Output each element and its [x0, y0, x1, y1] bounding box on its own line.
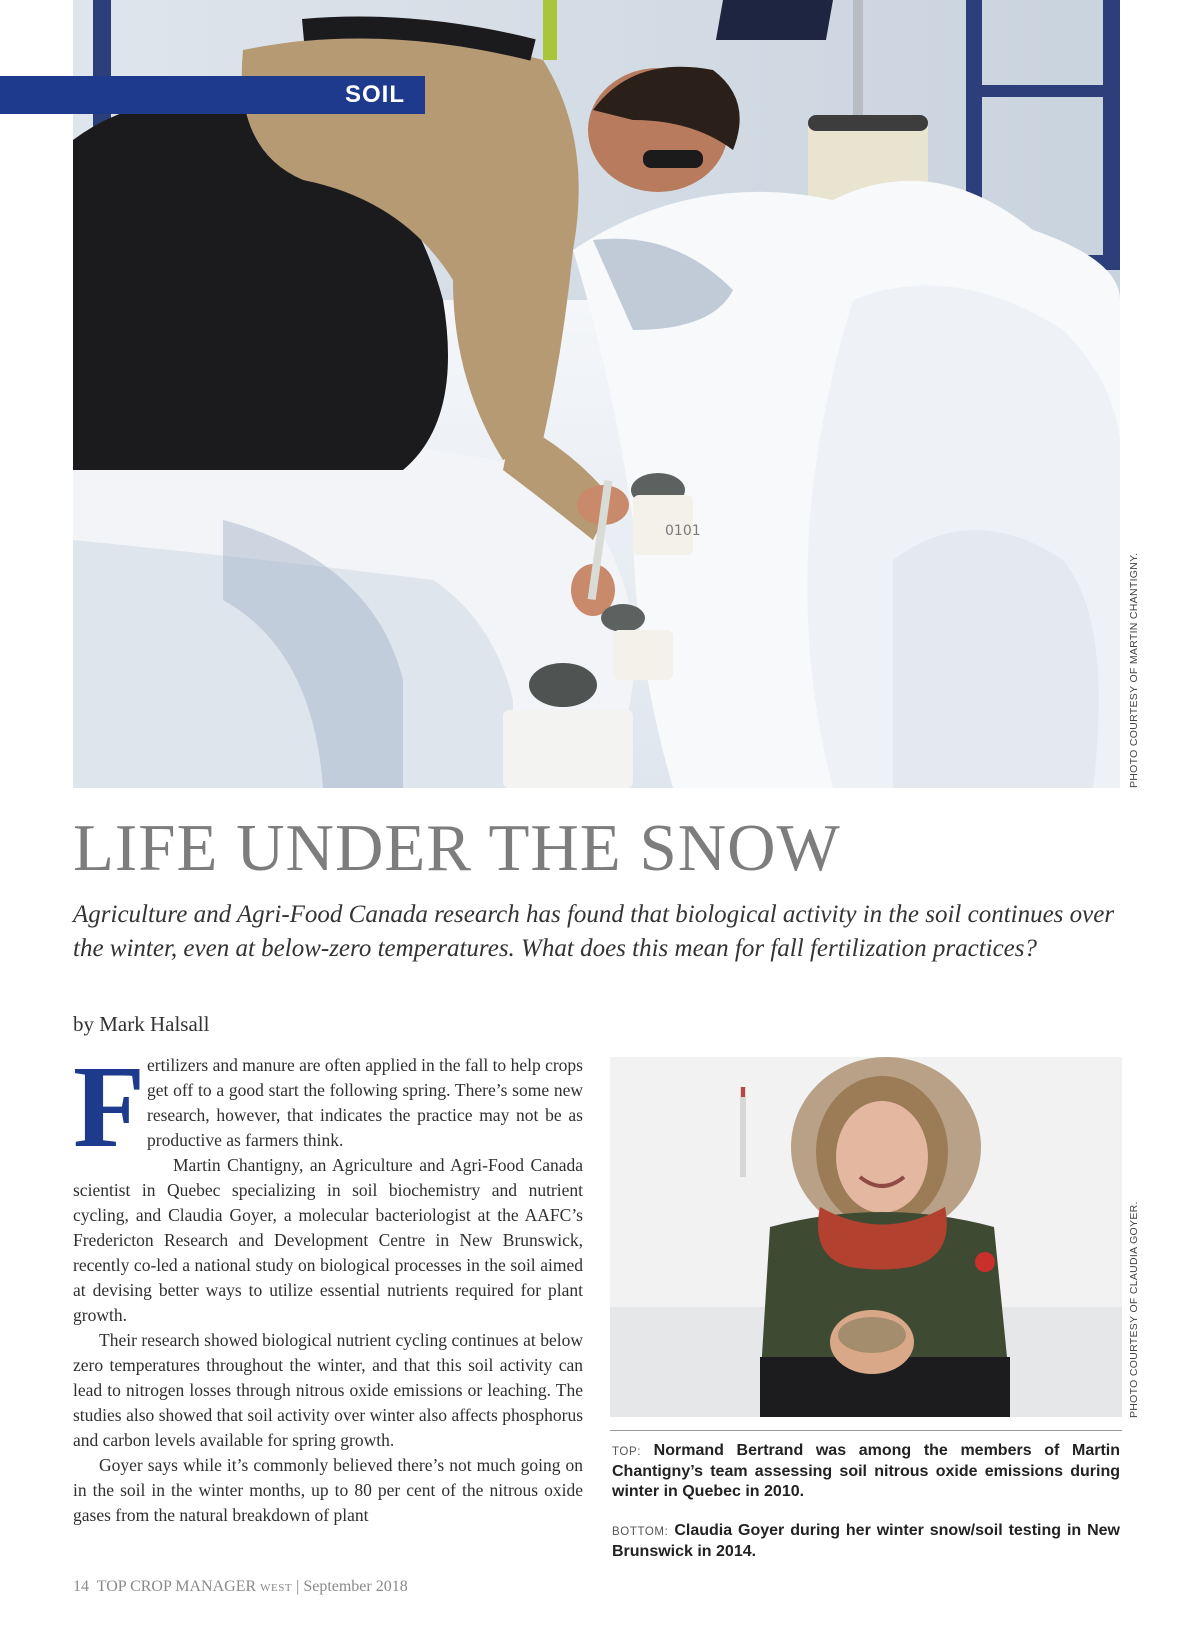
publication-edition: WEST: [260, 1582, 293, 1594]
paragraph-2: Martin Chantigny, an Agriculture and Agri-Food Canada scientist in Quebec specializing in soil biochemistry and nutrient cycling, and Claudia Goyer, a molecular bacteriologist at the AAFC’s Fredericton Research and Development Centre in New Brunswick, recently co-led a national study on biological processes in the soil aimed at devising better ways to utilize essential nutrients required for plant growth.: [73, 1155, 583, 1325]
footer-separator: |: [296, 1578, 300, 1595]
caption-top: [612, 1441, 1120, 1502]
hero-photo-illustration: [73, 0, 1120, 788]
paragraph-1: ertilizers and manure are often applied in the fall to help crops get off to a good start the following spring. There’s some new research, however, that indicates the practice may not be as productive as farmers think.: [147, 1055, 583, 1150]
page-number: 14: [73, 1578, 89, 1595]
hero-photo: [73, 0, 1120, 788]
caption-top-label: TOP:: [612, 1446, 642, 1458]
article-dek: Agriculture and Agri-Food Canada research has found that biological activity in the soil continues over the winter, even at below-zero temperatures. What does this mean for fall fertilization practices?: [73, 901, 1115, 962]
drop-cap: F: [73, 1041, 146, 1172]
caption-bottom: [612, 1521, 1120, 1562]
caption-divider: [610, 1430, 1122, 1431]
photo-credit-top: PHOTO COURTESY OF MARTIN CHANTIGNY.: [1128, 552, 1140, 788]
article-title: LIFE UNDER THE SNOW: [73, 811, 841, 885]
byline: by Mark Halsall: [73, 1012, 210, 1036]
photo-credit-bottom: PHOTO COURTESY OF CLAUDIA GOYER.: [1128, 1201, 1140, 1418]
caption-top-text: Normand Bertrand was among the members of Martin Chantigny’s team assessing soil nitrous oxide emissions during winter in Quebec in 2010.: [612, 1442, 1120, 1500]
section-label: SOIL: [344, 81, 405, 108]
publication-name: TOP CROP MANAGER: [96, 1578, 257, 1595]
caption-bottom-text: Claudia Goyer during her winter snow/soil testing in New Brunswick in 2014.: [612, 1522, 1120, 1560]
page-footer: [73, 1578, 408, 1596]
article-body: [73, 1041, 583, 1528]
issue-date: September 2018: [303, 1578, 408, 1595]
paragraph-4: Goyer says while it’s commonly believed there’s not much going on in the soil in the winter months, up to 80 per cent of the nitrous oxide gases from the natural breakdown of plant: [73, 1455, 583, 1525]
inset-photo: [610, 1057, 1122, 1417]
paragraph-3: Their research showed biological nutrient cycling continues at below zero temperatures throughout the winter, and that this soil activity can lead to nitrogen losses through nitrous oxide emissions or leaching. The studies also showed that soil activity over winter also affects phosphorus and carbon levels available for spring growth.: [73, 1330, 583, 1450]
sample-label: 0101: [665, 523, 701, 539]
inset-photo-illustration: [610, 1057, 1122, 1417]
caption-bottom-label: BOTTOM:: [612, 1526, 669, 1538]
section-banner: [0, 76, 425, 114]
